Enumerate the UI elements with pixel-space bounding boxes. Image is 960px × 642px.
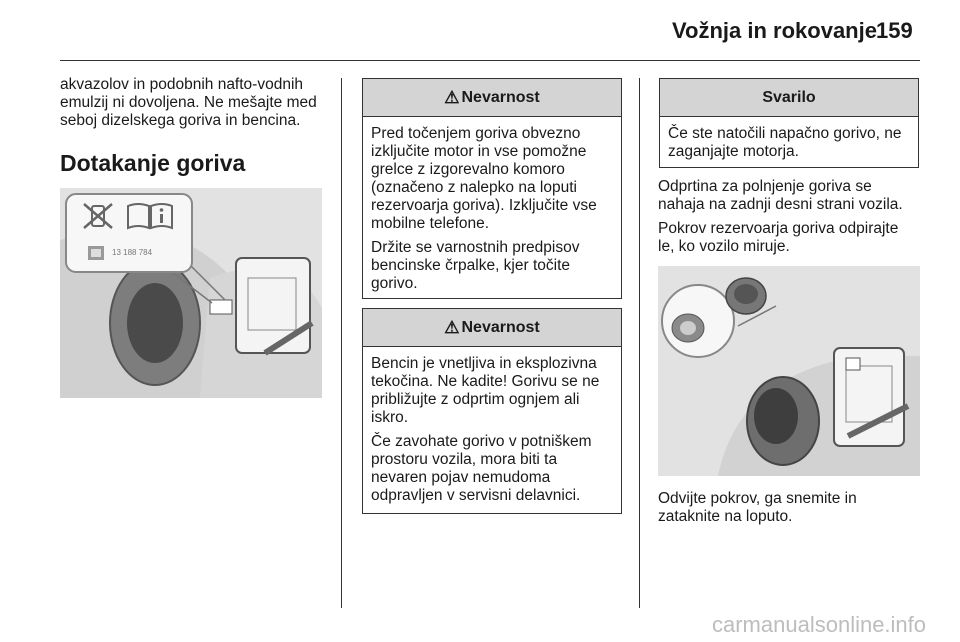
cap-remove-paragraph: Odvijte pokrov, ga snemite in zataknite na loputo.	[658, 490, 857, 525]
fuel-cap-figure	[658, 266, 920, 476]
caution-box	[659, 78, 919, 168]
danger-box-1-text-1: Pred točenjem goriva obvezno izključite motor in vse pomožne grelce z izgorevalno komoro (označeno z nalepko na loputi rezervoarja goriva). Izključite vse mobilne telefone.	[371, 125, 597, 232]
manual-book-icon	[126, 202, 174, 230]
caution-box-header	[660, 79, 918, 117]
filler-location-paragraph: Odprtina za polnjenje goriva se nahaja na zadnji desni strani vozila.	[658, 178, 903, 213]
danger-box-2-title: Nevarnost	[461, 318, 540, 336]
section-title: Vožnja in rokovanje	[672, 18, 877, 43]
caution-box-title: Svarilo	[762, 88, 816, 106]
figure-label-number: 13 188 784	[112, 248, 153, 257]
danger-box-2	[362, 308, 622, 514]
column-divider-1	[341, 78, 342, 608]
section-heading: Dotakanje goriva	[60, 150, 246, 176]
caution-box-text: Če ste natočili napačno gorivo, ne zaganjajte motorja.	[668, 125, 902, 160]
danger-box-2-header	[363, 309, 621, 347]
fuel-flap-figure	[60, 188, 322, 398]
danger-box-1-title: Nevarnost	[461, 88, 540, 106]
gm-logo-icon	[88, 246, 104, 260]
danger-box-1-text-2: Držite se varnostnih predpisov bencinske črpalke, kjer točite gorivo.	[371, 239, 580, 292]
page-number: 159	[876, 18, 913, 43]
column-divider-2	[639, 78, 640, 608]
warning-triangle-icon: ⚠	[444, 317, 460, 337]
warning-triangle-icon: ⚠	[444, 87, 460, 107]
danger-box-2-text-1: Bencin je vnetljiva in eksplozivna tekočina. Ne kadite! Gorivu se ne približujte z odprtim ognjem ali iskro.	[371, 355, 600, 426]
header-rule	[60, 60, 920, 61]
watermark: carmanualsonline.info	[712, 612, 927, 637]
no-phone-icon	[82, 202, 114, 230]
danger-box-2-text-2: Če zavohate gorivo v potniškem prostoru vozila, mora biti ta nevaren pojav nemudoma odpravljen v servisni delavnici.	[371, 433, 592, 504]
danger-box-1	[362, 78, 622, 299]
flap-open-paragraph: Pokrov rezervoarja goriva odpirajte le, ko vozilo miruje.	[658, 220, 899, 255]
intro-paragraph: akvazolov in podobnih nafto-vodnih emulzij ni dovoljena. Ne mešajte med seboj dizelskega goriva in bencina.	[60, 76, 317, 129]
danger-box-1-header	[363, 79, 621, 117]
